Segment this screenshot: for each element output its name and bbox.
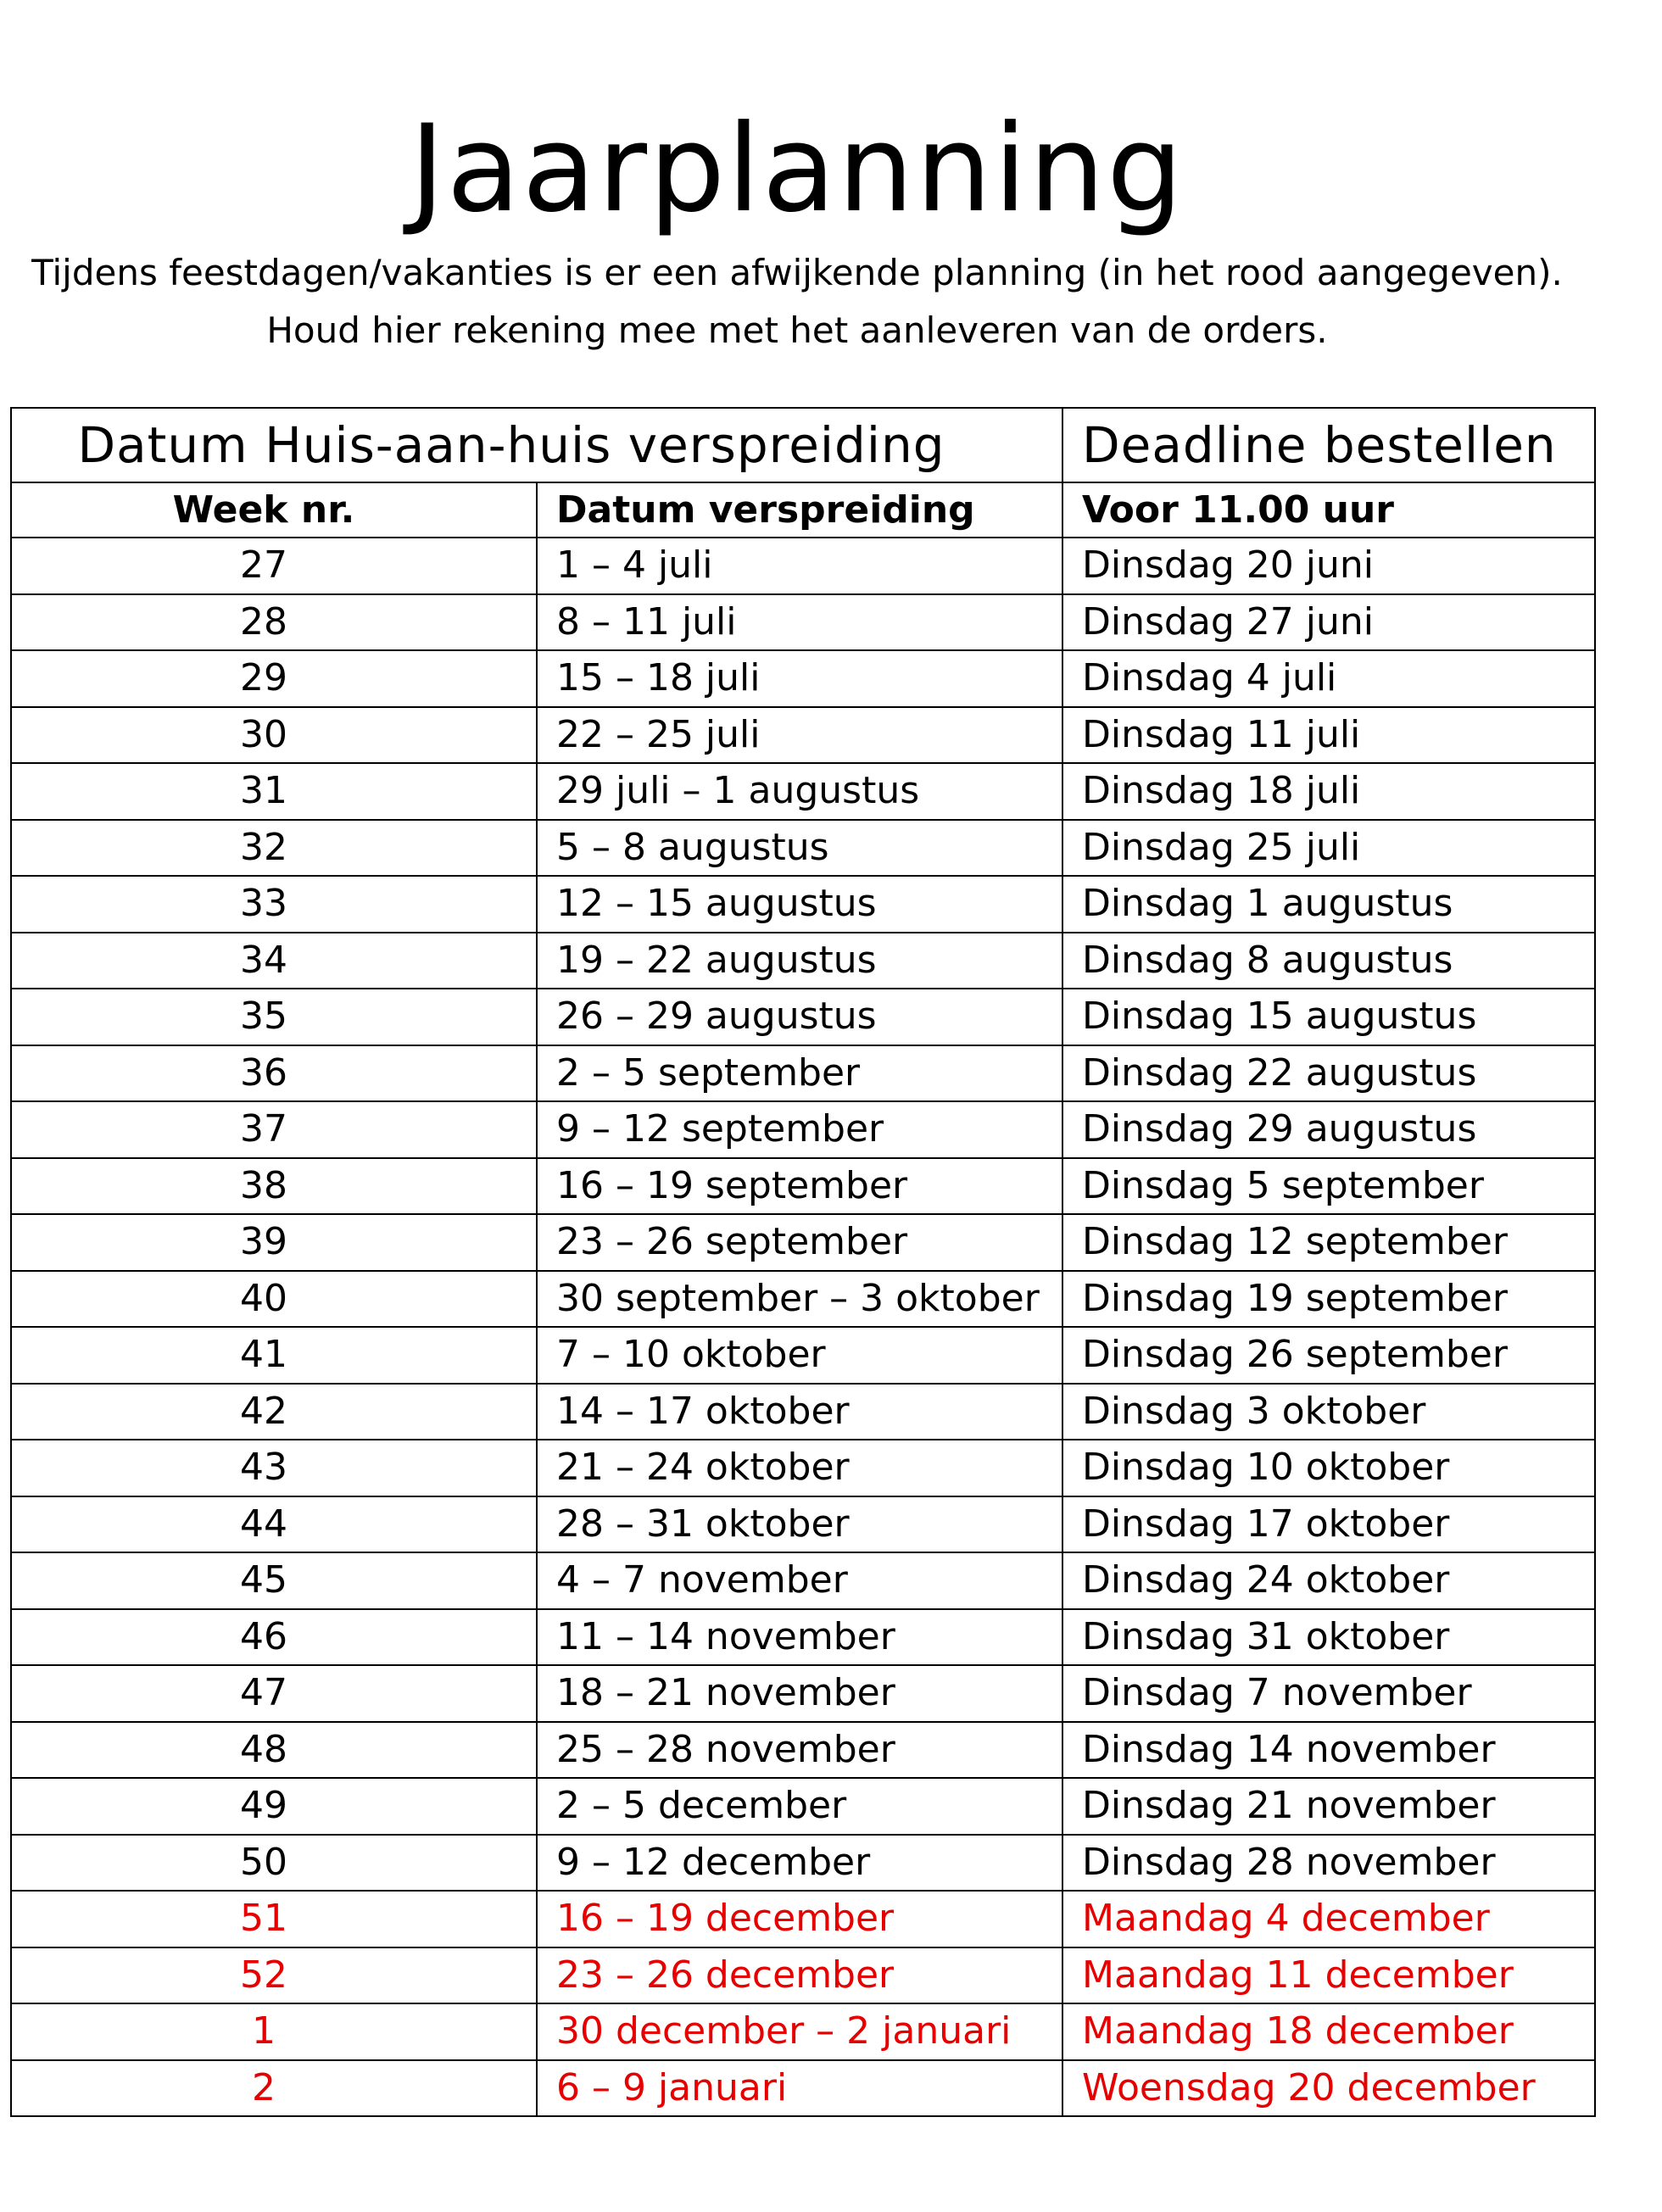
deadline-cell: Dinsdag 21 november xyxy=(1062,1778,1595,1835)
week-cell: 32 xyxy=(11,820,537,877)
planning-table xyxy=(10,407,1596,2117)
date-cell: 9 – 12 september xyxy=(537,1101,1062,1158)
date-cell: 30 december – 2 januari xyxy=(537,2003,1062,2060)
week-cell: 2 xyxy=(11,2060,537,2117)
table-row xyxy=(11,933,1595,989)
deadline-cell: Dinsdag 8 augustus xyxy=(1062,933,1595,989)
week-cell: 29 xyxy=(11,650,537,707)
date-cell: 12 – 15 augustus xyxy=(537,876,1062,933)
table-row xyxy=(11,1214,1595,1271)
table-row xyxy=(11,594,1595,651)
week-cell: 45 xyxy=(11,1552,537,1609)
date-cell: 22 – 25 juli xyxy=(537,707,1062,764)
table-row xyxy=(11,1158,1595,1215)
deadline-cell: Dinsdag 18 juli xyxy=(1062,763,1595,820)
week-cell: 40 xyxy=(11,1271,537,1328)
table-column-header-row xyxy=(11,482,1595,538)
table-row xyxy=(11,1101,1595,1158)
week-cell: 39 xyxy=(11,1214,537,1271)
deadline-cell: Dinsdag 17 oktober xyxy=(1062,1496,1595,1553)
table-row xyxy=(11,707,1595,764)
date-cell: 18 – 21 november xyxy=(537,1665,1062,1722)
date-cell: 4 – 7 november xyxy=(537,1552,1062,1609)
table-group-header-row xyxy=(11,408,1595,482)
date-cell: 29 juli – 1 augustus xyxy=(537,763,1062,820)
table-row xyxy=(11,650,1595,707)
table-row xyxy=(11,2060,1595,2117)
week-cell: 30 xyxy=(11,707,537,764)
week-cell: 49 xyxy=(11,1778,537,1835)
distribution-group-header: Datum Huis-aan-huis verspreiding xyxy=(11,408,1062,482)
deadline-column-header: Voor 11.00 uur xyxy=(1062,482,1595,538)
date-cell: 19 – 22 augustus xyxy=(537,933,1062,989)
deadline-cell: Dinsdag 10 oktober xyxy=(1062,1440,1595,1496)
week-cell: 47 xyxy=(11,1665,537,1722)
table-row xyxy=(11,1496,1595,1553)
date-cell: 15 – 18 juli xyxy=(537,650,1062,707)
deadline-cell: Maandag 11 december xyxy=(1062,1947,1595,2004)
page-title: Jaarplanning xyxy=(409,99,1185,239)
table-row xyxy=(11,1665,1595,1722)
date-cell: 14 – 17 oktober xyxy=(537,1384,1062,1440)
date-cell: 9 – 12 december xyxy=(537,1835,1062,1892)
deadline-cell: Woensdag 20 december xyxy=(1062,2060,1595,2117)
deadline-cell: Dinsdag 29 augustus xyxy=(1062,1101,1595,1158)
table-row xyxy=(11,876,1595,933)
deadline-cell: Dinsdag 1 augustus xyxy=(1062,876,1595,933)
week-cell: 33 xyxy=(11,876,537,933)
table-row xyxy=(11,1271,1595,1328)
deadline-cell: Dinsdag 31 oktober xyxy=(1062,1609,1595,1666)
week-cell: 41 xyxy=(11,1327,537,1384)
date-column-header: Datum verspreiding xyxy=(537,482,1062,538)
subtitle-line-2: Houd hier rekening mee met het aanleveren van de orders. xyxy=(266,309,1328,351)
deadline-cell: Dinsdag 27 juni xyxy=(1062,594,1595,651)
week-cell: 31 xyxy=(11,763,537,820)
deadline-cell: Dinsdag 25 juli xyxy=(1062,820,1595,877)
deadline-cell: Dinsdag 5 september xyxy=(1062,1158,1595,1215)
deadline-cell: Dinsdag 3 oktober xyxy=(1062,1384,1595,1440)
table-row xyxy=(11,1609,1595,1666)
week-cell: 35 xyxy=(11,989,537,1045)
table-row xyxy=(11,1778,1595,1835)
deadline-cell: Dinsdag 20 juni xyxy=(1062,538,1595,594)
week-cell: 34 xyxy=(11,933,537,989)
date-cell: 1 – 4 juli xyxy=(537,538,1062,594)
deadline-cell: Maandag 4 december xyxy=(1062,1891,1595,1947)
table-body xyxy=(11,538,1595,2116)
deadline-cell: Dinsdag 15 augustus xyxy=(1062,989,1595,1045)
date-cell: 16 – 19 december xyxy=(537,1891,1062,1947)
date-cell: 11 – 14 november xyxy=(537,1609,1062,1666)
date-cell: 23 – 26 december xyxy=(537,1947,1062,2004)
date-cell: 23 – 26 september xyxy=(537,1214,1062,1271)
week-cell: 42 xyxy=(11,1384,537,1440)
date-cell: 2 – 5 december xyxy=(537,1778,1062,1835)
deadline-cell: Dinsdag 7 november xyxy=(1062,1665,1595,1722)
table-row xyxy=(11,538,1595,594)
week-cell: 48 xyxy=(11,1722,537,1779)
week-cell: 28 xyxy=(11,594,537,651)
week-cell: 37 xyxy=(11,1101,537,1158)
week-cell: 51 xyxy=(11,1891,537,1947)
table-row xyxy=(11,1722,1595,1779)
table-row xyxy=(11,989,1595,1045)
date-cell: 7 – 10 oktober xyxy=(537,1327,1062,1384)
week-cell: 43 xyxy=(11,1440,537,1496)
table-row xyxy=(11,1891,1595,1947)
date-cell: 6 – 9 januari xyxy=(537,2060,1062,2117)
deadline-cell: Dinsdag 12 september xyxy=(1062,1214,1595,1271)
table-row xyxy=(11,1947,1595,2004)
table-row xyxy=(11,820,1595,877)
week-cell: 1 xyxy=(11,2003,537,2060)
date-cell: 26 – 29 augustus xyxy=(537,989,1062,1045)
deadline-cell: Dinsdag 14 november xyxy=(1062,1722,1595,1779)
week-column-header: Week nr. xyxy=(11,482,537,538)
week-cell: 44 xyxy=(11,1496,537,1553)
deadline-cell: Dinsdag 24 oktober xyxy=(1062,1552,1595,1609)
table-row xyxy=(11,1835,1595,1892)
deadline-cell: Dinsdag 11 juli xyxy=(1062,707,1595,764)
date-cell: 5 – 8 augustus xyxy=(537,820,1062,877)
week-cell: 27 xyxy=(11,538,537,594)
week-cell: 50 xyxy=(11,1835,537,1892)
week-cell: 52 xyxy=(11,1947,537,2004)
week-cell: 38 xyxy=(11,1158,537,1215)
deadline-cell: Dinsdag 26 september xyxy=(1062,1327,1595,1384)
subtitle-line-1: Tijdens feestdagen/vakanties is er een afwijkende planning (in het rood aangegeven). xyxy=(31,252,1563,293)
deadline-cell: Dinsdag 22 augustus xyxy=(1062,1045,1595,1102)
date-cell: 8 – 11 juli xyxy=(537,594,1062,651)
table-row xyxy=(11,1552,1595,1609)
table-row xyxy=(11,1440,1595,1496)
table-row xyxy=(11,1045,1595,1102)
deadline-group-header: Deadline bestellen xyxy=(1062,408,1595,482)
table-row xyxy=(11,763,1595,820)
date-cell: 28 – 31 oktober xyxy=(537,1496,1062,1553)
date-cell: 16 – 19 september xyxy=(537,1158,1062,1215)
week-cell: 46 xyxy=(11,1609,537,1666)
date-cell: 2 – 5 september xyxy=(537,1045,1062,1102)
table-row xyxy=(11,1384,1595,1440)
deadline-cell: Maandag 18 december xyxy=(1062,2003,1595,2060)
deadline-cell: Dinsdag 28 november xyxy=(1062,1835,1595,1892)
table-row xyxy=(11,2003,1595,2060)
week-cell: 36 xyxy=(11,1045,537,1102)
date-cell: 30 september – 3 oktober xyxy=(537,1271,1062,1328)
date-cell: 25 – 28 november xyxy=(537,1722,1062,1779)
deadline-cell: Dinsdag 4 juli xyxy=(1062,650,1595,707)
deadline-cell: Dinsdag 19 september xyxy=(1062,1271,1595,1328)
date-cell: 21 – 24 oktober xyxy=(537,1440,1062,1496)
table-row xyxy=(11,1327,1595,1384)
